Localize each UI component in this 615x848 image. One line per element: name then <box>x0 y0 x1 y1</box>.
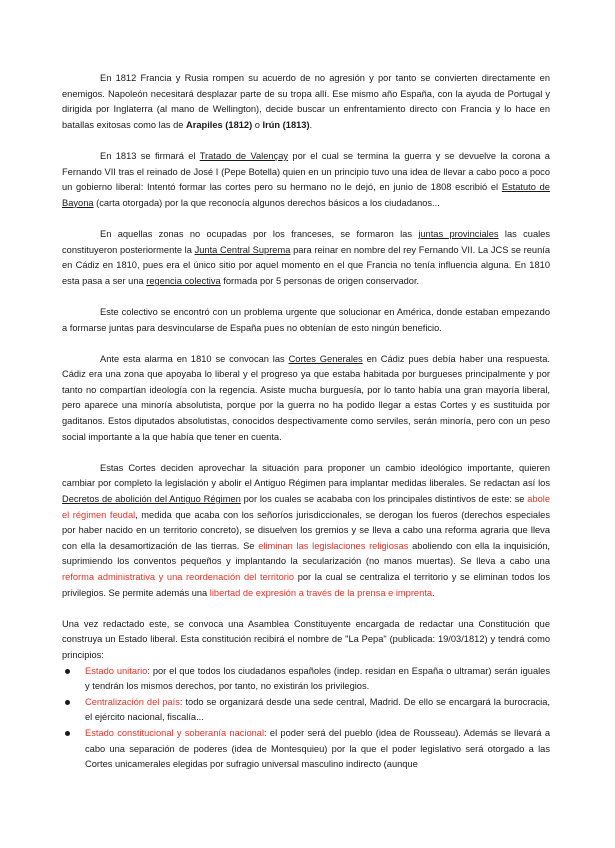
juntas-provinciales: juntas provinciales <box>418 228 499 239</box>
highlight-administrativa: reforma administrativa y una reordenación del territorio <box>62 572 295 582</box>
principles-list <box>62 664 550 773</box>
text: por el cual se termina la guerra y se devuelve la corona a Fernando VII tras el reinado de José I (Pepe Botella) quien en un principio tuvo una idea de llevar a cabo poco a poco un gobierno liberal: Intentó formar las cortes pero su hermano no le dejó, en junio de 1808 escribió el <box>62 150 550 193</box>
text: . <box>432 587 435 598</box>
bullet-icon <box>65 669 70 674</box>
text: Una vez redactado este, se convoca una Asamblea Constituyente encargada de redactar una Constitución que construya un Estado liberal. Esta constitución recibirá el nombre de "La Pepa" (publicada: 19/03/1812) y tendrá como principios: <box>62 618 550 660</box>
principle-title: Centralización del país <box>85 696 180 707</box>
paragraph-7 <box>62 617 550 664</box>
text: Estas Cortes deciden aprovechar la situación para proponer un cambio ideológico importante, quieren cambiar por completo la legislación y abolir el Antiguo Régimen para implantar medidas liberales. Se redactan así los <box>62 462 550 489</box>
regencia-colectiva: regencia colectiva <box>146 275 221 286</box>
text: las cuales constituyeron posteriormente la <box>62 228 550 255</box>
decretos-abolicion: Decretos de abolición del Antiguo Régimen <box>62 494 241 505</box>
text: Este colectivo se encontró con un problema urgente que solucionar en América, donde estaban empezando a formarse juntas para desvincularse de España pues no obtenían de esto ningún beneficio. <box>62 306 550 333</box>
text: para reinar en nombre del rey Fernando VII. La JCS se reunía en Cádiz en 1810, pues era el único sitio por aquel momento en el que Francia no tenía influencia alguna. En 1810 esta pasa a ser una <box>62 244 550 286</box>
highlight-religiosas: eliminan las legislaciones religiosas <box>258 540 409 551</box>
list-item <box>85 664 550 695</box>
bullet-icon <box>65 700 70 705</box>
principle-title: Estado unitario <box>85 665 148 676</box>
principle-text: : por el que todos los ciudadanos españoles (indep. residan en España o ultramar) serán iguales y tendrán los mismos derechos, por tanto, no existirán los privilegios. <box>85 665 550 692</box>
text: En 1813 se firmará el <box>100 150 200 161</box>
statute-bayona: Estatuto de Bayona <box>62 182 550 208</box>
list-item <box>85 726 550 773</box>
paragraph-6 <box>62 461 550 601</box>
cortes-generales: Cortes Generales <box>288 353 363 364</box>
principle-title: Estado constitucional y soberanía nacional <box>85 727 265 738</box>
paragraph-4 <box>62 305 550 336</box>
text: (carta otorgada) por la que reconocía algunos derechos básicos a los ciudadanos... <box>93 197 440 208</box>
battle-arapiles: Arapiles (1812) <box>186 119 253 130</box>
text: formada por 5 personas de origen conservador. <box>220 275 420 286</box>
text: En aquellas zonas no ocupadas por los franceses, se formaron las <box>100 228 419 239</box>
text: . <box>309 119 313 130</box>
paragraph-1 <box>62 71 550 133</box>
text: , medida que acaba con los señoríos jurisdiccionales, se derogan los fueros (derechos especiales por haber nacido en un territorio concreto), se disuelven los gremios y se lleva a cabo una reforma agraria que lleva con ella la desamortización de las tierras. Se <box>62 509 550 551</box>
text: en Cádiz pues debía haber una respuesta. Cádiz era una zona que apoyaba lo liberal y el progreso ya que estaba habitada por burgueses principalmente y por tanto no compartían ideología con la regencia. Asiste mucha burguesía, por lo tanto había una gran mayoría liberal, pero aparece una minoría absolutista, porque por la guerra no ha podido llegar a estas Cortes y es sustituida por gaditanos. Estos diputados absolutistas, conocidos despectivamente como serviles, serán minoría, pero con un peso social importante a la que había que tener en cuenta. <box>62 353 550 442</box>
highlight-feudal: abole el régimen feudal <box>62 494 550 520</box>
text: aboliendo con ella la inquisición, suprimiendo los conventos pequeños y implantando la secularización (no manos muertas). Se lleva a cabo una <box>62 540 550 567</box>
paragraph-3 <box>62 227 550 289</box>
text: por la cual se centraliza el territorio y se eliminan todos los privilegios. Se permite además una <box>62 572 550 598</box>
treaty-valencay: Tratado de Valençay <box>199 150 289 161</box>
text: En 1812 Francia y Rusia rompen su acuerdo de no agresión y por tanto se convierten directamente en enemigos. Napoleón necesitará desplazar parte de su tropa allí. Ese mismo año España, con la ayuda de Portugal y dirigida por Inglaterra (al mano de Wellington), decide buscar un enfrentamiento directo con Francia y lo hace en batallas exitosas como las de <box>62 73 550 130</box>
battle-irun: Irún (1813) <box>262 119 310 130</box>
list-item <box>85 695 550 726</box>
principle-text: : todo se organizará desde una sede central, Madrid. De ello se encargará la burocracia, el ejército nacional, fiscalía... <box>85 696 551 723</box>
paragraph-5 <box>62 352 550 446</box>
bullet-icon <box>65 731 70 736</box>
text: o <box>252 119 263 130</box>
text: Ante esta alarma en 1810 se convocan las <box>100 353 289 364</box>
document-page <box>62 71 550 773</box>
junta-central-suprema: Junta Central Suprema <box>194 244 291 255</box>
principle-text: : el poder será del pueblo (idea de Rousseau). Además se llevará a cabo una separación de poderes (idea de Montesquieu) por la que el poder legislativo será otorgado a las Cortes unicamerales elegidas por sufragio universal masculino indirecto (aunque <box>85 727 550 770</box>
highlight-libertad-expresion: libertad de expresión a través de la prensa e imprenta <box>209 587 433 598</box>
text: por los cuales se acababa con los principales distintivos de este: se <box>240 494 528 505</box>
paragraph-2 <box>62 149 550 211</box>
